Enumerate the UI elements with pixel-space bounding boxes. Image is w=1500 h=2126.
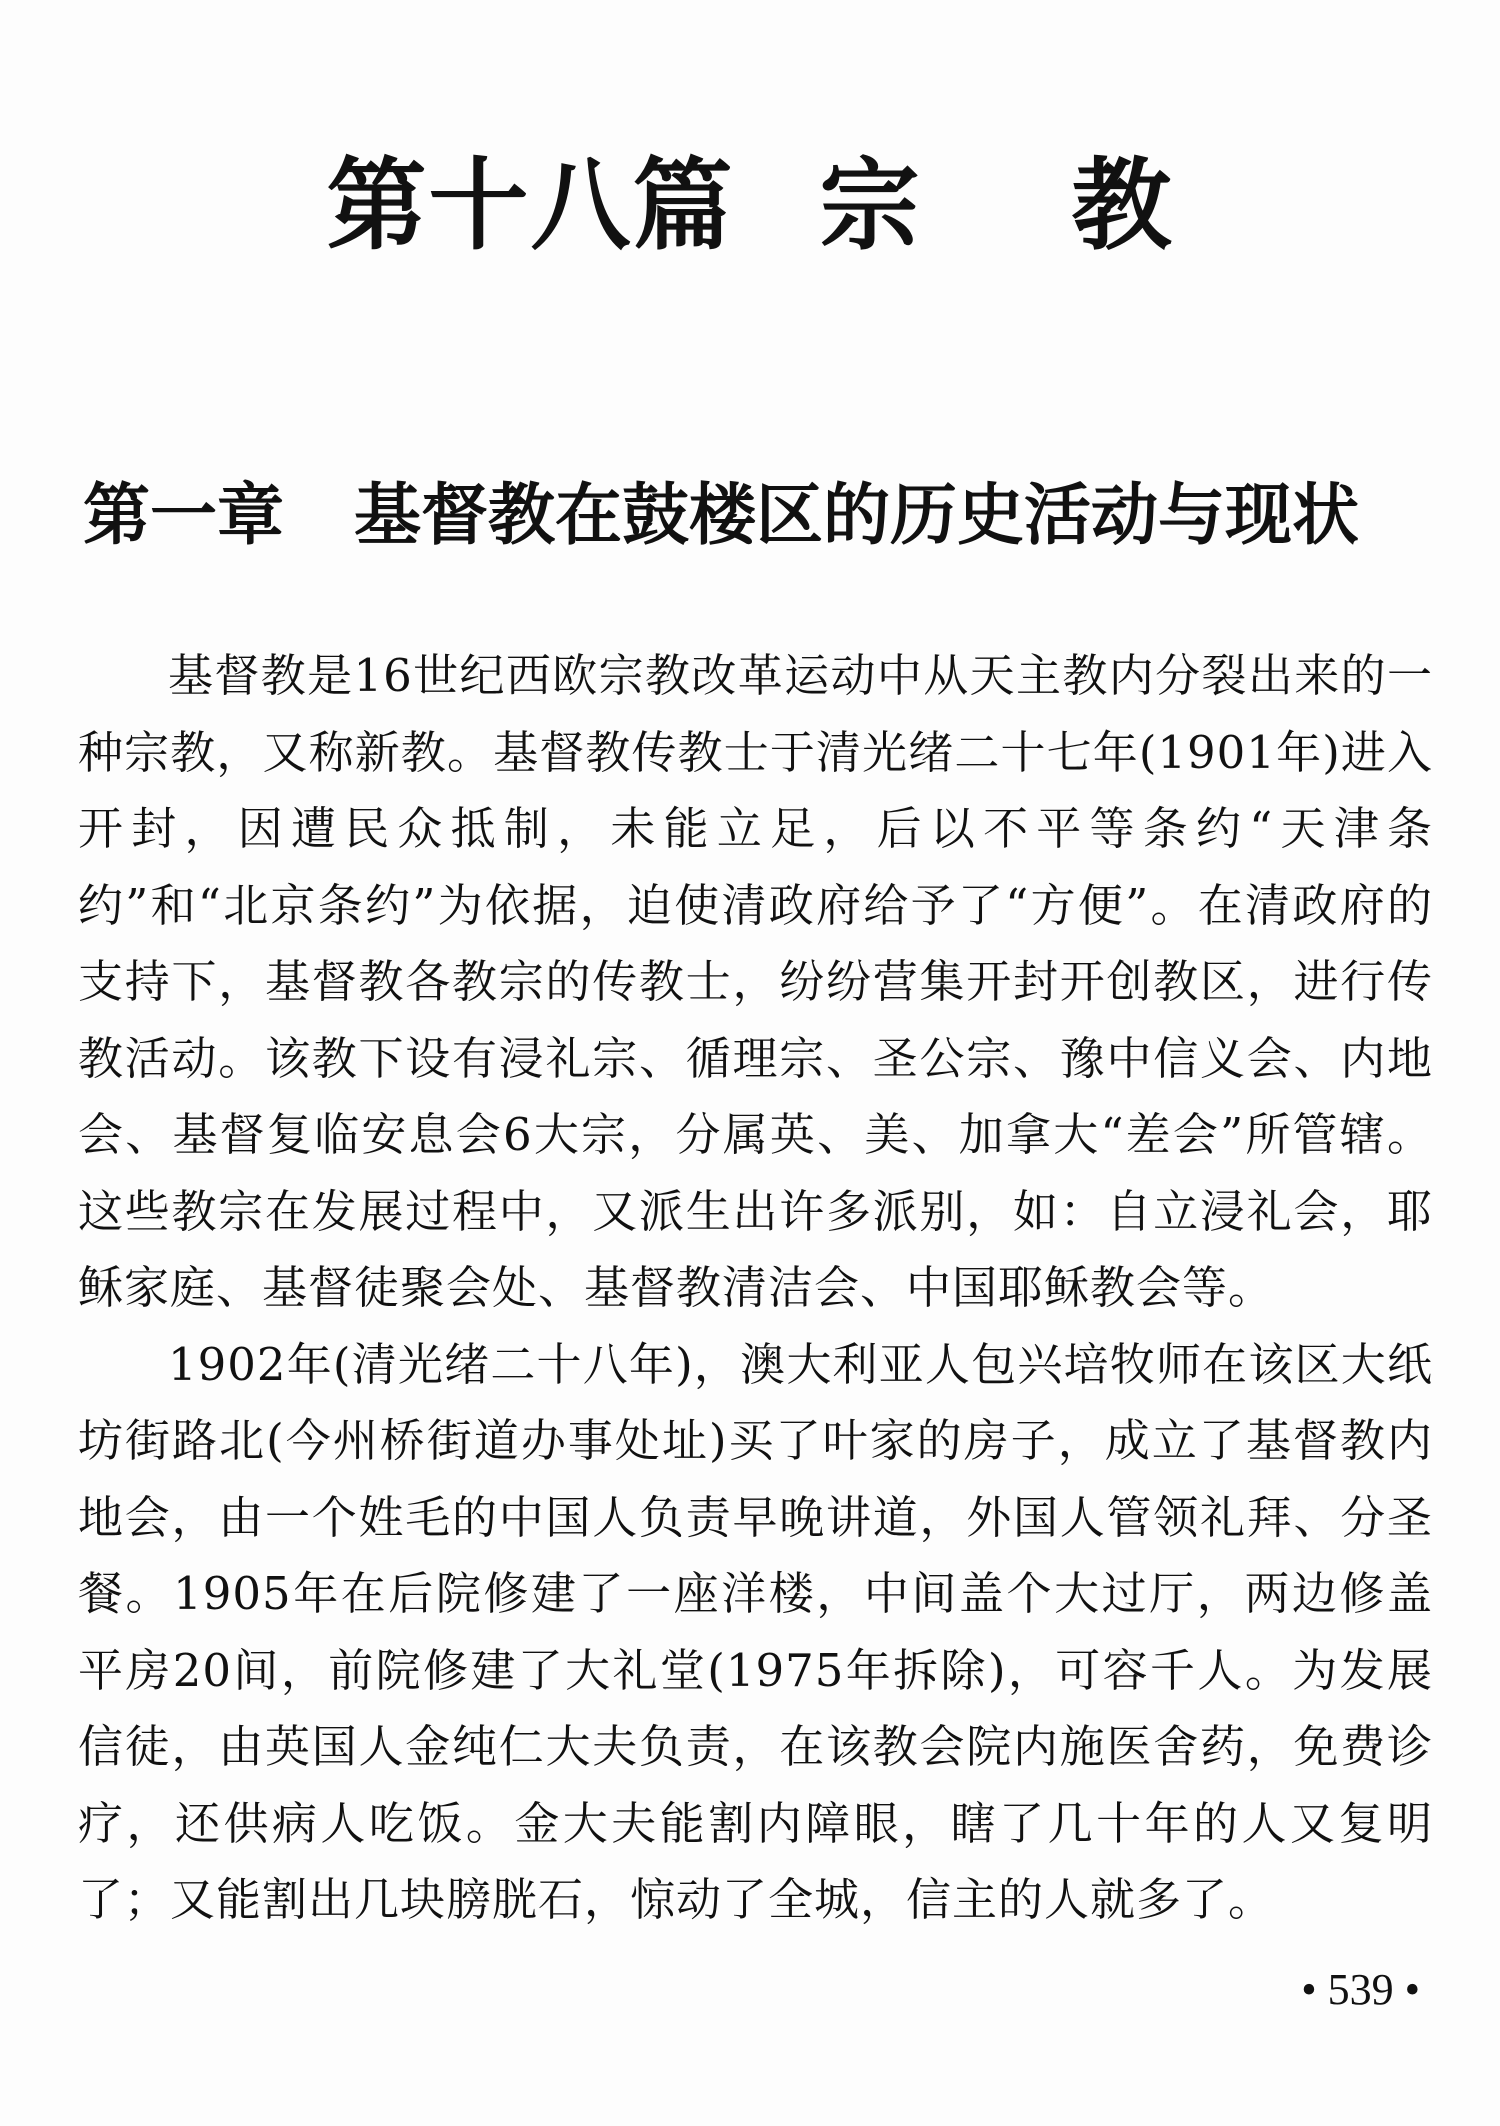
chapter-title [83,470,1443,560]
chapter-heading-text: 基督教在鼓楼区的历史活动与现状 [354,475,1359,554]
part-number: 第十八篇 [326,146,735,264]
chapter-number: 第一章 [83,475,284,554]
part-title-word-2: 教 [1071,146,1174,264]
part-title [0,145,1500,265]
part-title-word-1: 宗 [819,146,922,264]
body-text [78,638,1433,1939]
paragraph-2: 1902年(清光绪二十八年)，澳大利亚人包兴培牧师在该区大纸坊街路北(今州桥街道办事处址)买了叶家的房子，成立了基督教内地会，由一个姓毛的中国人负责早晚讲道，外国人管领礼拜、分圣餐。1905年在后院修建了一座洋楼，中间盖个大过厅，两边修盖平房20间，前院修建了大礼堂(1975年拆除)，可容千人。为发展信徒，由英国人金纯仁大夫负责，在该教会院内施医舍药，免费诊疗，还供病人吃饭。金大夫能割内障眼，瞎了几十年的人又复明了；又能割出几块膀胱石，惊动了全城，信主的人就多了。 [78,1337,1433,1926]
paragraph-1: 基督教是16世纪西欧宗教改革运动中从天主教内分裂出来的一种宗教，又称新教。基督教传教士于清光绪二十七年(1901年)进入开封，因遭民众抵制，未能立足，后以不平等条约“天津条约”和“北京条约”为依据，迫使清政府给予了“方便”。在清政府的支持下，基督教各教宗的传教士，纷纷营集开封开创教区，进行传教活动。该教下设有浸礼宗、循理宗、圣公宗、豫中信义会、内地会、基督复临安息会6大宗，分属英、美、加拿大“差会”所管辖。这些教宗在发展过程中，又派生出许多派别，如：自立浸礼会，耶稣家庭、基督徒聚会处、基督教清洁会、中国耶稣教会等。 [78,649,1433,1314]
page-number: • 539 • [1301,1965,1420,2014]
